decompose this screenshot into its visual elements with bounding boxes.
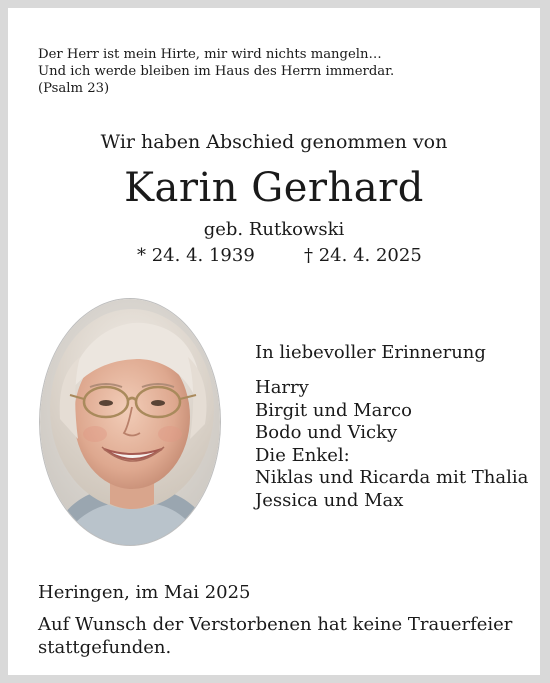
- family-member: Jessica und Max: [255, 489, 404, 511]
- family-member: Die Enkel:: [255, 444, 350, 466]
- portrait-image: [40, 299, 220, 545]
- psalm-line-2: Und ich werde bleiben im Haus des Herrn immerdar.: [38, 64, 395, 79]
- funeral-note: Auf Wunsch der Verstorbenen hat keine Trauerfeier stattgefunden.: [38, 614, 513, 658]
- family-member: Birgit und Marco: [255, 399, 412, 421]
- family-member: Niklas und Ricarda mit Thalia: [255, 467, 529, 488]
- birth-name: geb. Rutkowski: [203, 219, 345, 240]
- psalm-reference: (Psalm 23): [38, 81, 110, 96]
- portrait-photo: [40, 299, 220, 545]
- obituary-card: [8, 8, 540, 675]
- memory-heading: In liebevoller Erinnerung: [255, 342, 486, 363]
- place-date: Heringen, im Mai 2025: [38, 582, 251, 603]
- family-member: Harry: [255, 377, 309, 398]
- psalm-line-1: Der Herr ist mein Hirte, mir wird nichts mangeln…: [38, 47, 382, 62]
- birth-date: * 24. 4. 1939: [137, 245, 255, 266]
- family-list: [255, 377, 528, 512]
- deceased-name: Karin Gerhard: [124, 165, 424, 211]
- psalm-quote: [38, 46, 394, 97]
- intro-text: Wir haben Abschied genommen von: [100, 131, 448, 153]
- death-date: † 24. 4. 2025: [304, 245, 422, 266]
- family-member: Bodo und Vicky: [255, 422, 398, 443]
